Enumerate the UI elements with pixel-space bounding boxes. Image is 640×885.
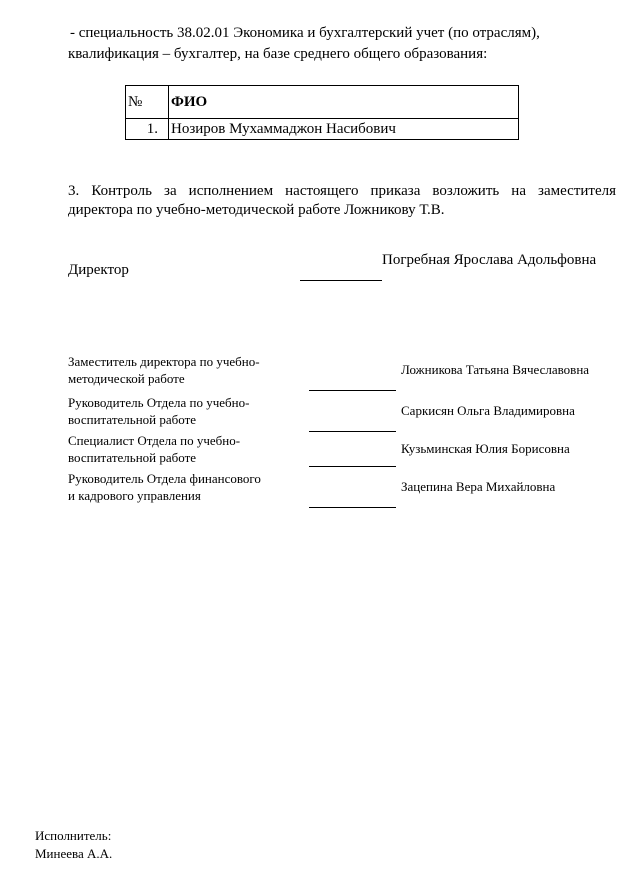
approval-title-3a: Специалист Отдела по учебно-	[68, 433, 241, 448]
header-number: №	[126, 86, 169, 119]
row-number: 1.	[126, 119, 169, 140]
approval-name-3: Кузьминская Юлия Борисовна	[401, 441, 570, 456]
item3-line2: директора по учебно-методической работе Ложникову Т.В.	[68, 202, 445, 218]
executor-name: Минеева А.А.	[35, 846, 113, 861]
approval-signature-line-2	[309, 431, 396, 432]
row-fio: Нозиров Мухаммаджон Насибович	[169, 119, 519, 140]
approval-signature-line-1	[309, 390, 396, 391]
director-name: Погребная Ярослава Адольфовна	[382, 252, 597, 268]
approval-signature-line-3	[309, 466, 396, 467]
approval-name-2: Саркисян Ольга Владимировна	[401, 403, 575, 418]
executor-label: Исполнитель:	[35, 828, 112, 843]
specialty-line: - специальность 38.02.01 Экономика и бухгалтерский учет (по отраслям),	[70, 25, 540, 41]
students-table	[125, 85, 519, 140]
approval-title-4b: и кадрового управления	[68, 488, 201, 503]
approval-title-2b: воспитательной работе	[68, 412, 197, 427]
approval-title-1a: Заместитель директора по учебно-	[68, 354, 260, 369]
approval-title-3b: воспитательной работе	[68, 450, 197, 465]
item3-line1: 3. Контроль за исполнением настоящего приказа возложить на заместителя	[68, 183, 616, 199]
approval-name-1: Ложникова Татьяна Вячеславовна	[401, 362, 590, 377]
qualification-line: квалификация – бухгалтер, на базе среднего общего образования:	[68, 46, 488, 62]
director-title: Директор	[68, 262, 129, 278]
approval-title-2a: Руководитель Отдела по учебно-	[68, 395, 250, 410]
director-signature-line	[300, 280, 382, 281]
approval-title-1b: методической работе	[68, 371, 185, 386]
approval-signature-line-4	[309, 507, 396, 508]
table-header-row	[126, 86, 519, 119]
header-fio: ФИО	[169, 86, 519, 119]
table-row	[126, 119, 519, 140]
approval-title-4a: Руководитель Отдела финансового	[68, 471, 261, 486]
approval-name-4: Зацепина Вера Михайловна	[401, 479, 556, 494]
